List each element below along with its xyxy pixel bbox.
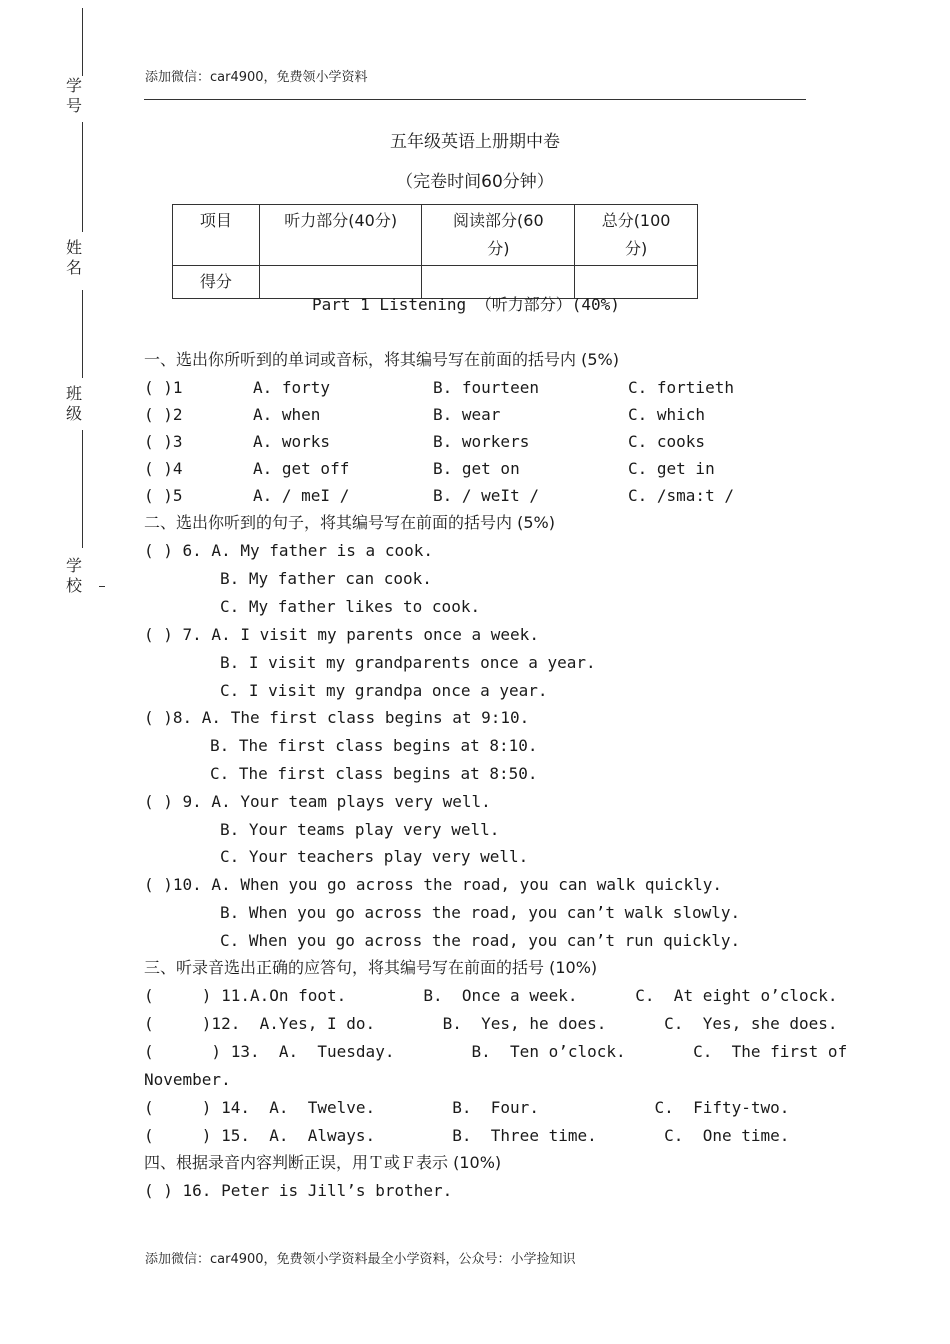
section1-title: 一、选出你所听到的单词或音标，将其编号写在前面的括号内 (5%) (144, 350, 619, 369)
question-line: ( ) 16. Peter is Jill’s brother. (144, 1181, 453, 1200)
option-a: A. get off (253, 459, 350, 478)
margin-label-class: 班级 (65, 384, 82, 423)
option-c: C. fortieth (628, 378, 734, 397)
option-a: A. / meI / (253, 486, 350, 505)
option-c: C. which (628, 405, 706, 424)
page-subtitle: （完卷时间60分钟） (396, 172, 554, 192)
header-rule (144, 99, 806, 100)
question-line: ( ) 7. A. I visit my parents once a week. (144, 625, 539, 644)
question-number: ( )2 (144, 405, 183, 424)
option-a: A. forty (253, 378, 331, 397)
option-line: B. My father can cook. (220, 569, 432, 588)
option-a: A. works (253, 432, 331, 451)
margin-line (82, 8, 83, 76)
question-line: ( ) 6. A. My father is a cook. (144, 541, 433, 560)
option-b: B. workers (433, 432, 530, 451)
score-cell[interactable] (259, 266, 422, 299)
score-table-header: 听力部分(40分) (259, 205, 422, 266)
question-line: ( )8. A. The first class begins at 9:10. (144, 708, 530, 727)
header-note: 添加微信：car4900，免费领小学资料 (145, 70, 368, 85)
option-b: B. get on (433, 459, 520, 478)
option-b: B. / weIt / (433, 486, 539, 505)
option-line: C. My father likes to cook. (220, 597, 481, 616)
option-c: C. /sma:t / (628, 486, 734, 505)
option-line: B. Your teams play very well. (220, 820, 500, 839)
question-line: ( ) 11.A.On foot. B. Once a week. C. At eight o’clock. (144, 986, 838, 1005)
question-line: ( ) 9. A. Your team plays very well. (144, 792, 491, 811)
part1-title: Part 1 Listening （听力部分）(40%) (312, 295, 620, 314)
question-line: ( ) 14. A. Twelve. B. Four. C. Fifty-two. (144, 1098, 790, 1117)
score-table (172, 204, 698, 299)
score-cell[interactable] (575, 266, 698, 299)
footer-note: 添加微信：car4900，免费领小学资料最全小学资料，公众号：小学捡知识 (145, 1252, 576, 1267)
option-line: C. The first class begins at 8:50. (210, 764, 538, 783)
section4-title: 四、根据录音内容判断正误，用Ｔ或Ｆ表示 (10%) (144, 1153, 502, 1172)
option-b: B. wear (433, 405, 501, 424)
margin-label-student-no: 学号 (65, 76, 82, 115)
option-line: C. When you go across the road, you can’t run quickly. (220, 931, 741, 950)
question-number: ( )1 (144, 378, 183, 397)
option-c: C. get in (628, 459, 715, 478)
score-table-header: 总分(100 分) (575, 205, 698, 266)
option-line: C. I visit my grandpa once a year. (220, 681, 548, 700)
margin-label-school: 学校 (65, 556, 82, 595)
question-line: ( ) 15. A. Always. B. Three time. C. One time. (144, 1126, 790, 1145)
option-a: A. when (253, 405, 321, 424)
option-line: B. The first class begins at 8:10. (210, 736, 538, 755)
score-table-row-label: 得分 (173, 266, 260, 299)
option-b: B. fourteen (433, 378, 539, 397)
question-line: ( )10. A. When you go across the road, you can walk quickly. (144, 875, 722, 894)
score-table-header: 阅读部分(60 分) (422, 205, 575, 266)
margin-line (82, 290, 83, 378)
question-line-continued: November. (144, 1070, 231, 1089)
margin-tick (99, 586, 105, 587)
section2-title: 二、选出你听到的句子，将其编号写在前面的括号内 (5%) (144, 513, 555, 532)
question-line: ( ) 13. A. Tuesday. B. Ten o’clock. C. The first of (144, 1042, 848, 1061)
margin-label-name: 姓名 (65, 238, 82, 277)
question-number: ( )3 (144, 432, 183, 451)
score-table-header: 项目 (173, 205, 260, 266)
margin-line (82, 430, 83, 548)
option-line: B. When you go across the road, you can’t walk slowly. (220, 903, 741, 922)
question-number: ( )5 (144, 486, 183, 505)
question-number: ( )4 (144, 459, 183, 478)
section3-title: 三、听录音选出正确的应答句，将其编号写在前面的括号 (10%) (144, 958, 598, 977)
score-cell[interactable] (422, 266, 575, 299)
question-line: ( )12. A.Yes, I do. B. Yes, he does. C. Yes, she does. (144, 1014, 838, 1033)
option-line: B. I visit my grandparents once a year. (220, 653, 596, 672)
page-title: 五年级英语上册期中卷 (390, 132, 560, 152)
option-line: C. Your teachers play very well. (220, 847, 529, 866)
option-c: C. cooks (628, 432, 706, 451)
